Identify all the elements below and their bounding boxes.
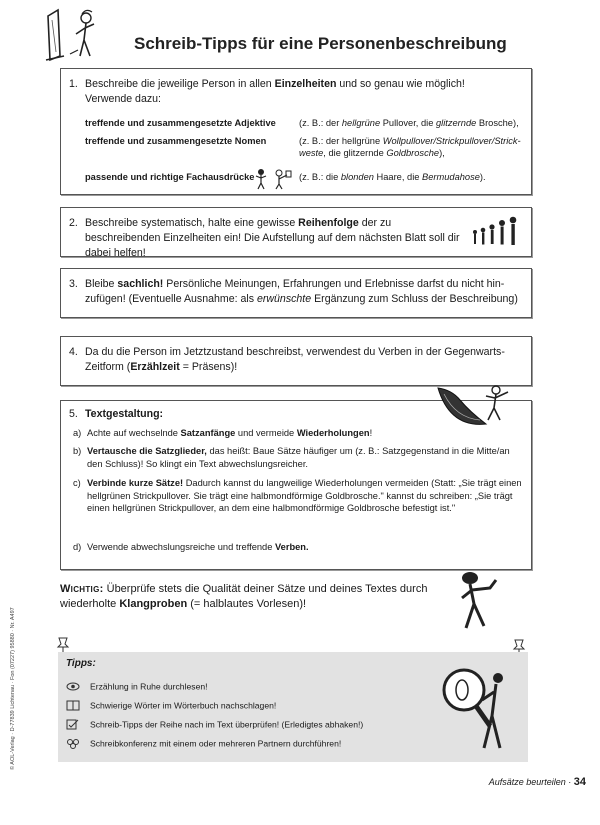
example-text: Haare, die	[373, 172, 423, 182]
text-segment: das heißt: Baue Sätze häufiger um (z. B.: Satzgegenstand in die Mitte/an den Schluss)! So klingt ein Text abwechslungsreicher.	[87, 446, 510, 469]
item-letter: b)	[73, 446, 82, 456]
important-label: Wichtig:	[60, 583, 104, 595]
example-italic: blonden	[340, 172, 374, 182]
footer-section: Aufsätze beurteilen ·	[488, 777, 574, 787]
page-footer	[489, 776, 586, 788]
tip-number: 5.	[69, 408, 78, 420]
mirror-figure-icon	[44, 6, 106, 62]
tip-number: 2.	[69, 217, 78, 229]
text-segment: = Präsens)!	[179, 361, 238, 373]
text-segment: Persönliche Meinungen, Erfahrungen und Erlebnisse darfst du nicht hin-zufügen! (Eventuelle Ausnahme: als	[85, 278, 505, 305]
text-segment: und vermeide	[235, 428, 297, 438]
example-text: (z. B.: die	[299, 172, 341, 182]
text-segment: !	[369, 428, 373, 438]
keyword: Klangproben	[119, 598, 188, 610]
keyword: Satzanfänge	[180, 428, 236, 438]
tip-box-2	[60, 207, 532, 257]
tip-item	[66, 737, 341, 750]
example-text: Pullover, die	[380, 118, 436, 128]
text-segment: Beschreibe die jeweilige Person in allen	[85, 78, 275, 90]
item-text	[87, 445, 523, 470]
item-letter: a)	[73, 428, 82, 438]
example-text: (z. B.: der	[299, 118, 342, 128]
row-example	[299, 135, 527, 159]
keyword: Wiederholungen	[296, 428, 370, 438]
tip-box-1	[60, 68, 532, 195]
keyword: Verben.	[274, 542, 309, 552]
example-italic: Bermudahose	[422, 172, 480, 182]
row-example	[299, 171, 527, 183]
example-italic: glitzernde	[435, 118, 477, 128]
tip-item	[66, 718, 363, 731]
tip-text: Erzählung in Ruhe durchlesen!	[90, 681, 208, 692]
row-example	[299, 117, 527, 129]
text-segment: Achte auf wechselnde	[87, 428, 181, 438]
header	[44, 6, 544, 62]
item-letter: c)	[73, 478, 81, 488]
list-item	[73, 445, 523, 470]
tip-text: Schreib-Tipps der Reihe nach im Text überprüfen! (Erledigtes abhaken!)	[90, 719, 364, 730]
example-text: ),	[439, 148, 445, 158]
thinking-figure-icon	[448, 568, 518, 632]
emphasis: erwünschte	[256, 293, 312, 305]
keyword: Verbinde kurze Sätze!	[87, 478, 184, 488]
example-italic: hellgrüne	[341, 118, 381, 128]
page-number: 34	[573, 776, 586, 788]
keyword: Einzelheiten	[274, 78, 337, 90]
section-heading: Textgestaltung:	[85, 408, 164, 420]
example-text: ).	[479, 172, 486, 182]
tip-text: Schreibkonferenz mit einem oder mehreren Partnern durchführen!	[90, 738, 342, 749]
tiny-figures-icon	[253, 167, 293, 191]
example-text: , die glitzernde	[323, 148, 387, 158]
group-icon	[66, 738, 80, 749]
tips-title: Tipps:	[66, 658, 96, 669]
example-italic: Goldbrosche	[386, 148, 440, 158]
example-text: (z. B.: der hellgrüne	[299, 136, 383, 146]
cornucopia-figure-icon	[430, 378, 530, 438]
tip-item	[66, 699, 276, 712]
tip-number: 4.	[69, 346, 78, 358]
keyword: sachlich!	[117, 278, 164, 290]
tip-number: 1.	[69, 78, 78, 90]
tip-text	[85, 277, 523, 307]
text-segment: Ergänzung zum Schluss der Beschreibung)	[311, 293, 518, 305]
tip-text: Schwierige Wörter im Wörterbuch nachschlagen!	[90, 700, 277, 711]
text-segment: Bleibe	[85, 278, 118, 290]
text-segment: und so genau wie möglich!	[336, 78, 465, 90]
eye-icon	[66, 681, 80, 692]
tips-panel	[58, 652, 528, 762]
list-item	[73, 541, 523, 554]
row-label: passende und richtige Fachausdrücke	[85, 172, 255, 182]
row-label: treffende und zusammengesetzte Nomen	[85, 136, 267, 146]
item-text	[87, 541, 523, 554]
tip-number: 3.	[69, 278, 78, 290]
tip-item	[66, 680, 208, 693]
magnifier-figure-icon	[434, 656, 514, 756]
book-icon	[66, 700, 80, 711]
example-italic: Wollpullover/Strickpullover/Strick-weste	[299, 136, 521, 158]
keyword: Erzählzeit	[130, 361, 180, 373]
item-text	[87, 477, 523, 515]
keyword: Reihenfolge	[298, 217, 359, 229]
list-item	[73, 477, 523, 515]
tip-text	[85, 216, 463, 261]
tip-box-3	[60, 268, 532, 318]
tip-text	[85, 77, 523, 107]
text-segment: Da du die Person im Jetztzustand beschreibst, verwendest du Verben in der Gegenwarts-Zeitform (	[85, 346, 505, 373]
text-segment: der zu beschreibenden Einzelheiten ein! Die Aufstellung auf dem nächsten Blatt soll dir dabei helfen!	[85, 217, 460, 259]
publisher-credit: © AOL-Verlag · D-77839 Lichtenau · Fon (07227) 95880 · Nr. A497	[10, 607, 16, 770]
row-label: treffende und zusammengesetzte Adjektive	[85, 118, 276, 128]
keyword: Vertausche die Satzglieder,	[87, 446, 207, 456]
text-segment: Verwende abwechslungsreiche und treffende	[87, 542, 275, 552]
text-segment: Dadurch kannst du langweilige Wiederholungen vermeiden (Statt: „Sie trägt einen hellgrünen Strickpullover. Sie trägt eine halbmondförmige Goldbrosche." kannst du schreiben: „Sie trägt einen hellgrünen Strickpullover, an dem eine halbmondförmige Goldbrosche befestigt ist."	[87, 478, 522, 513]
text-segment: (= halblautes Vorlesen)!	[187, 598, 307, 610]
item-letter: d)	[73, 542, 82, 552]
page-title: Schreib-Tipps für eine Personenbeschreibung	[134, 34, 507, 53]
lineup-figures-icon	[469, 214, 525, 250]
example-text: Brosche),	[476, 118, 519, 128]
tip-text	[85, 345, 523, 375]
text-segment: Verwende dazu:	[85, 93, 161, 105]
pencil-check-icon	[66, 719, 80, 730]
important-note	[60, 582, 480, 612]
text-segment: Beschreibe systematisch, halte eine gewisse	[85, 217, 299, 229]
text-segment: Überprüfe stets die Qualität deiner Sätze und deines Textes durch wiederholte	[60, 583, 428, 610]
